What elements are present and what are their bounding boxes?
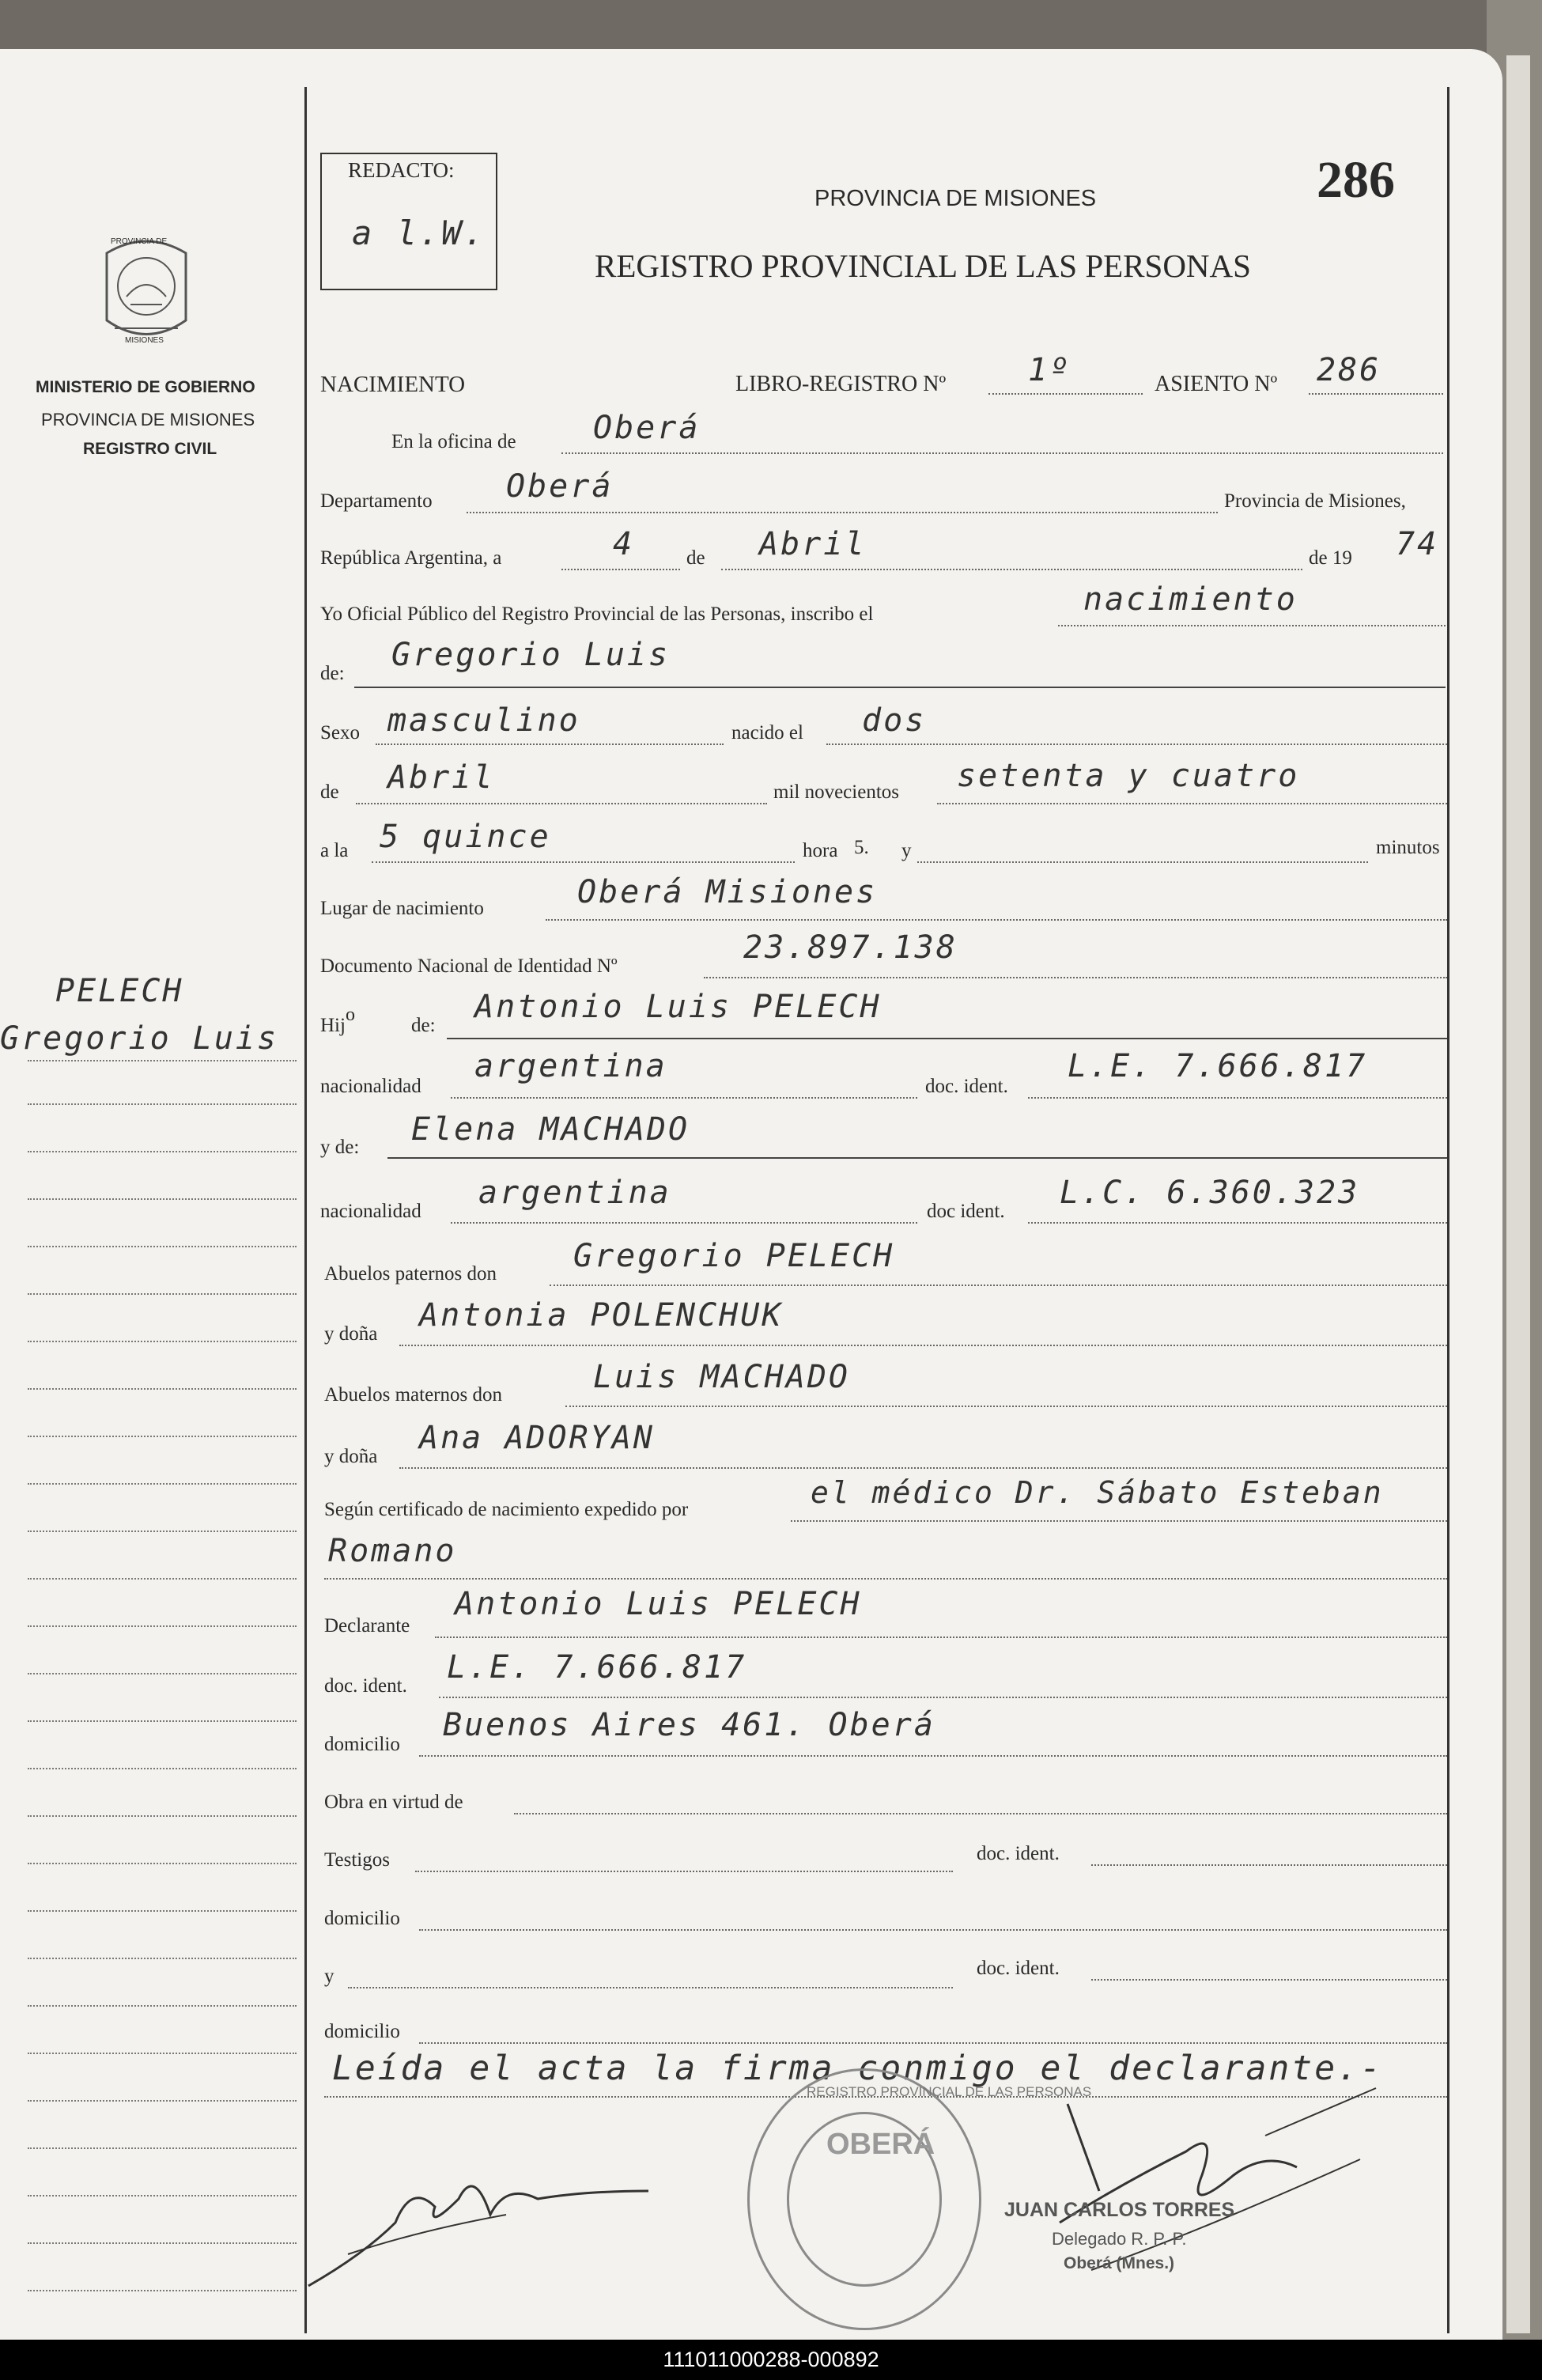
sexo-line: [376, 744, 724, 745]
nombre-line: [354, 687, 1446, 688]
doc1-line: [1028, 1097, 1447, 1099]
hijo-de-label: de:: [411, 1015, 436, 1036]
minutos-line: [917, 861, 1368, 863]
departamento-value: Oberá: [506, 468, 614, 505]
margin-line: [28, 1673, 297, 1674]
page-number: 286: [1317, 151, 1395, 209]
signature-left: [300, 2136, 680, 2294]
seal-text-top: PROVINCIA DE: [111, 237, 168, 246]
margin-line: [28, 1531, 297, 1532]
padre-line: [447, 1038, 1447, 1039]
inscribo-line: [1058, 625, 1446, 626]
nac-mes-line: [356, 803, 767, 804]
closing-text: Leída el acta la firma conmigo el declarante.-: [332, 2049, 1383, 2088]
mil-label: mil novecientos: [773, 781, 899, 803]
minutos-label: minutos: [1376, 837, 1440, 858]
dia-value: 4: [613, 526, 635, 562]
mes-line: [721, 569, 1302, 570]
abuelos-m-label: Abuelos maternos don: [324, 1384, 502, 1406]
docid-label: doc. ident.: [324, 1675, 407, 1697]
abuela-p-value: Antonia POLENCHUK: [419, 1297, 784, 1334]
domicilio3-label: domicilio: [324, 2021, 400, 2042]
libro-line: [988, 393, 1143, 395]
oficina-label: En la oficina de: [391, 431, 516, 452]
year-value: 74: [1396, 526, 1439, 562]
margin-line: [28, 1151, 297, 1152]
nac2-value: argentina: [478, 1175, 671, 1211]
mes-value: Abril: [759, 526, 867, 562]
stamp-name: JUAN CARLOS TORRES: [1004, 2199, 1235, 2221]
margin-line: [28, 1910, 297, 1912]
margin-line: [28, 1483, 297, 1485]
de-colon-label: de:: [320, 663, 345, 684]
oficina-value: Oberá: [593, 410, 701, 446]
record-type: NACIMIENTO: [320, 372, 466, 397]
republica-label: República Argentina, a: [320, 547, 502, 569]
asiento-value: 286: [1317, 352, 1381, 388]
stamp-title: Delegado R. P. P.: [1052, 2229, 1187, 2249]
sidebar-ministry: MINISTERIO DE GOBIERNO: [36, 378, 255, 396]
obra-line: [514, 1813, 1447, 1814]
padre-value: Antonio Luis PELECH: [474, 989, 882, 1025]
y2-label: y: [324, 1966, 334, 1987]
domicilio-value: Buenos Aires 461. Oberá: [443, 1707, 935, 1743]
domicilio-line: [419, 1755, 1447, 1757]
nac-anio-line: [937, 803, 1447, 804]
medico-line: [791, 1520, 1447, 1522]
de-year-label: de 19: [1309, 547, 1352, 569]
margin-line: [28, 2100, 297, 2102]
docid-value: L.E. 7.666.817: [447, 1649, 747, 1686]
sexo-value: masculino: [387, 702, 580, 739]
segun-label: Según certificado de nacimiento expedido por: [324, 1499, 689, 1520]
medico-value: el médico Dr. Sábato Esteban: [811, 1475, 1384, 1510]
asiento-label: ASIENTO Nº: [1155, 372, 1278, 396]
redacto-value: a l.W.: [352, 214, 486, 252]
yde-label: y de:: [320, 1137, 360, 1158]
abuelo-p-value: Gregorio PELECH: [573, 1238, 895, 1274]
margin-line: [28, 2147, 297, 2149]
lugar-label: Lugar de nacimiento: [320, 898, 484, 919]
dni-line: [704, 977, 1447, 978]
dia-line: [561, 569, 680, 570]
ydona1-label: y doña: [324, 1323, 378, 1345]
hora-short: 5.: [854, 837, 869, 858]
test-doc2-line: [1091, 1979, 1447, 1981]
obra-label: Obra en virtud de: [324, 1792, 463, 1813]
margin-line: [28, 1246, 297, 1247]
test-doc-line: [1091, 1864, 1447, 1866]
provincia-label: Provincia de Misiones,: [1224, 490, 1406, 512]
province-seal-icon: [99, 229, 194, 352]
margin-line: [28, 1341, 297, 1342]
margin-line: [28, 2290, 297, 2291]
seal-ring-text: REGISTRO PROVINCIAL DE LAS PERSONAS: [807, 2084, 1092, 2099]
nac-anio-value: setenta y cuatro: [957, 758, 1300, 794]
margin-line: [28, 1060, 297, 1061]
nac2-label: nacionalidad: [320, 1201, 421, 1222]
test-doc-label: doc. ident.: [977, 1843, 1060, 1864]
margin-line: [28, 2005, 297, 2007]
testigo2-line: [348, 1987, 953, 1988]
nac2-line: [451, 1222, 917, 1224]
abuelos-p-label: Abuelos paternos don: [324, 1263, 497, 1285]
margin-surname: PELECH: [55, 973, 184, 1009]
margin-line: [28, 2195, 297, 2196]
stamp-place: Oberá (Mnes.): [1064, 2254, 1175, 2272]
background-top: [0, 0, 1542, 55]
declarante-value: Antonio Luis PELECH: [455, 1586, 862, 1622]
margin-line: [28, 1768, 297, 1769]
registry-title: REGISTRO PROVINCIAL DE LAS PERSONAS: [595, 248, 1251, 284]
doc1-value: L.E. 7.666.817: [1068, 1048, 1368, 1084]
abuela-m-value: Ana ADORYAN: [419, 1420, 655, 1456]
medico-line-2: [324, 1578, 1447, 1580]
margin-line: [28, 1198, 297, 1200]
nac1-label: nacionalidad: [320, 1076, 421, 1097]
left-vertical-rule: [304, 87, 307, 2333]
margin-line: [28, 1436, 297, 1437]
margin-line: [28, 2053, 297, 2054]
abuela-m-line: [399, 1467, 1447, 1469]
doc2-line: [1028, 1222, 1447, 1224]
doc1-label: doc. ident.: [925, 1076, 1008, 1097]
sidebar-province: PROVINCIA DE MISIONES: [41, 410, 255, 429]
margin-line: [28, 1720, 297, 1722]
ala-label: a la: [320, 840, 349, 861]
signature-right: [965, 2072, 1392, 2302]
y-label: y: [901, 840, 912, 861]
departamento-line: [467, 512, 1218, 513]
domicilio-label: domicilio: [324, 1734, 400, 1755]
abuelo-m-line: [565, 1406, 1447, 1407]
nacido-label: nacido el: [731, 722, 803, 744]
nac-mes-value: Abril: [387, 759, 495, 796]
hora-value: 5 quince: [380, 819, 551, 855]
madre-line: [387, 1157, 1447, 1159]
abuela-p-line: [399, 1345, 1447, 1346]
declarante-label: Declarante: [324, 1615, 410, 1636]
yo-oficial-label: Yo Oficial Público del Registro Provincial de las Personas, inscribo el: [320, 604, 874, 625]
nac1-value: argentina: [474, 1048, 667, 1084]
seal-text-bottom: MISIONES: [125, 336, 164, 345]
margin-line: [28, 1625, 297, 1627]
sidebar-registry: REGISTRO CIVIL: [83, 440, 217, 458]
footer-id-bar: [0, 2340, 1542, 2380]
seal-inner-text: OBERÁ: [826, 2128, 935, 2161]
dni-value: 23.897.138: [743, 929, 958, 966]
madre-value: Elena MACHADO: [411, 1111, 690, 1148]
asiento-line: [1309, 393, 1443, 395]
dni-label: Documento Nacional de Identidad Nº: [320, 955, 618, 977]
hora-label: hora: [803, 840, 838, 861]
abuelo-m-value: Luis MACHADO: [593, 1359, 850, 1395]
oficina-line: [561, 452, 1443, 454]
medico-value-2: Romano: [328, 1533, 457, 1569]
margin-line: [28, 1103, 297, 1105]
nac1-line: [451, 1097, 917, 1099]
ydona2-label: y doña: [324, 1446, 378, 1467]
libro-label: LIBRO-REGISTRO Nº: [735, 372, 947, 396]
domicilio3-line: [419, 2042, 1447, 2044]
footer-id: 111011000288-000892: [663, 2348, 879, 2371]
hora-line: [372, 861, 795, 863]
margin-line: [28, 1958, 297, 1959]
nombre-value: Gregorio Luis: [391, 637, 671, 673]
margin-line: [28, 1293, 297, 1295]
de-label: de: [686, 547, 705, 569]
lugar-value: Oberá Misiones: [577, 874, 878, 910]
margin-given-name: Gregorio Luis: [0, 1020, 279, 1057]
nacido-line: [826, 744, 1447, 745]
sexo-label: Sexo: [320, 722, 360, 744]
test-doc2-label: doc. ident.: [977, 1958, 1060, 1979]
nacido-value: dos: [862, 702, 927, 739]
de-mes-label: de: [320, 781, 339, 803]
inscribo-value: nacimiento: [1083, 581, 1298, 618]
libro-value: 1º: [1028, 352, 1071, 388]
domicilio2-label: domicilio: [324, 1908, 400, 1929]
departamento-label: Departamento: [320, 490, 433, 512]
docid-line: [439, 1697, 1447, 1698]
doc2-value: L.C. 6.360.323: [1060, 1175, 1360, 1211]
right-vertical-rule: [1447, 87, 1449, 2333]
margin-line: [28, 2242, 297, 2244]
doc2-label: doc ident.: [927, 1201, 1005, 1222]
margin-line: [28, 1578, 297, 1580]
margin-line: [28, 1388, 297, 1390]
testigos-line: [415, 1871, 953, 1872]
province-header: PROVINCIA DE MISIONES: [814, 186, 1097, 211]
declarante-line: [435, 1636, 1447, 1638]
abuelo-p-line: [550, 1285, 1447, 1286]
redacto-label: REDACTO:: [348, 158, 455, 182]
hijo-suffix: o: [346, 1005, 355, 1025]
hijo-label: Hij: [320, 1015, 346, 1036]
testigos-label: Testigos: [324, 1849, 390, 1871]
lugar-line: [546, 919, 1447, 921]
margin-line: [28, 1863, 297, 1864]
margin-line: [28, 1815, 297, 1817]
domicilio2-line: [419, 1929, 1447, 1931]
page-edge: [1506, 55, 1530, 2333]
